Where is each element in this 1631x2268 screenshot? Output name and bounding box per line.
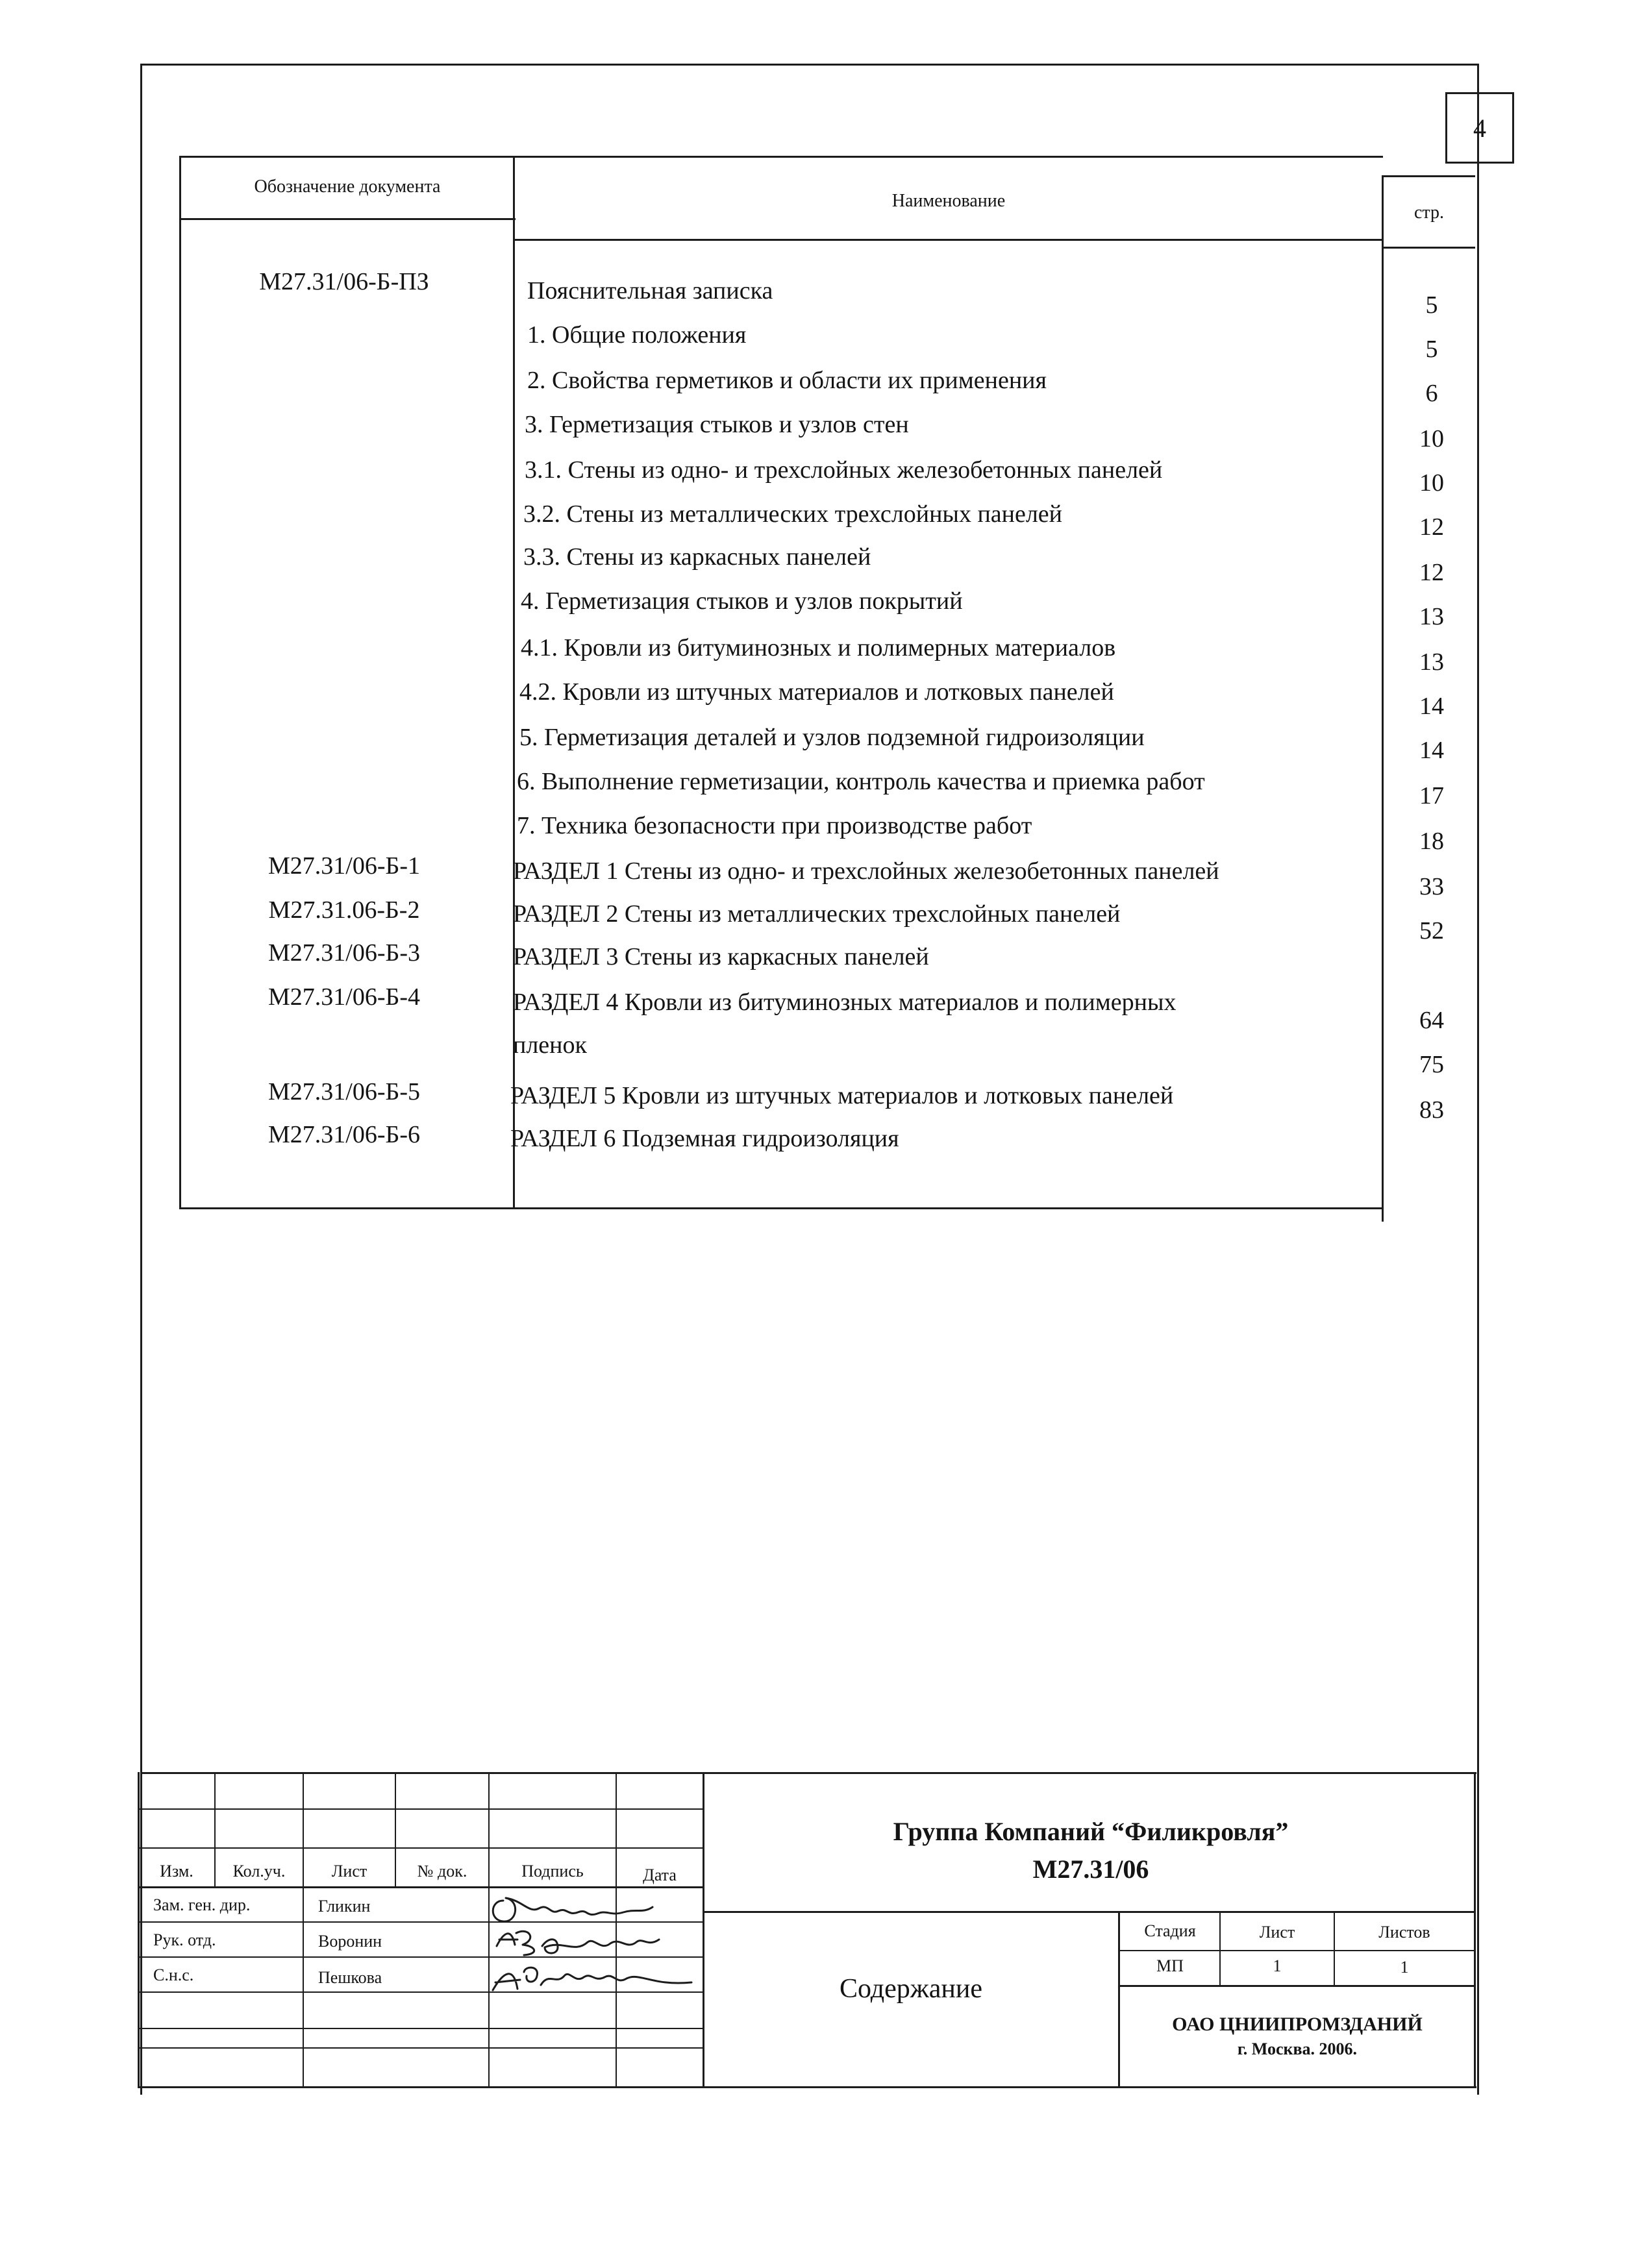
section-title: 4. Герметизация стыков и узлов покрытий	[521, 587, 963, 615]
page-ref: 64	[1419, 1007, 1444, 1034]
section-title: 3. Герметизация стыков и узлов стен	[525, 411, 909, 438]
section-title: РАЗДЕЛ 6 Подземная гидроизоляция	[510, 1125, 899, 1152]
document-title: Содержание	[839, 1974, 983, 2004]
page-ref: 12	[1419, 513, 1444, 541]
section-title: 2. Свойства герметиков и области их применения	[527, 367, 1047, 394]
section-title: 3.3. Стены из каркасных панелей	[523, 543, 871, 571]
col-header: Подпись	[521, 1862, 584, 1880]
header-designation: Обозначение документа	[254, 177, 441, 197]
sheets-value: 1	[1400, 1958, 1409, 1977]
doc-code: М27.31/06-Б-3	[268, 939, 420, 967]
page-ref: 5	[1425, 336, 1438, 363]
role-label: Рук. отд.	[153, 1930, 216, 1949]
section-title: РАЗДЕЛ 3 Стены из каркасных панелей	[513, 943, 929, 970]
section-title: РАЗДЕЛ 4 Кровли из битуминозных материалов и полимерных	[513, 989, 1177, 1016]
section-title: пленок	[513, 1031, 587, 1059]
page-number: 4	[1445, 92, 1514, 164]
page-ref: 83	[1419, 1096, 1444, 1124]
section-title: 3.1. Стены из одно- и трехслойных железобетонных панелей	[525, 456, 1163, 484]
page-ref: 14	[1419, 737, 1444, 764]
section-title: 3.2. Стены из металлических трехслойных панелей	[523, 500, 1063, 528]
col-header: Изм.	[160, 1862, 193, 1880]
section-title: 5. Герметизация деталей и узлов подземной гидроизоляции	[519, 724, 1145, 751]
person-name: Воронин	[318, 1932, 382, 1951]
city-year: г. Москва. 2006.	[1237, 2040, 1358, 2058]
doc-code: М27.31/06-Б-4	[268, 983, 420, 1011]
doc-code: М27.31.06-Б-2	[268, 896, 420, 924]
role-label: С.н.с.	[153, 1966, 194, 1984]
stage-value: МП	[1156, 1956, 1184, 1975]
page-ref: 10	[1419, 425, 1444, 452]
section-title: РАЗДЕЛ 2 Стены из металлических трехслойных панелей	[513, 900, 1121, 928]
page-ref: 18	[1419, 828, 1444, 855]
page-ref: 6	[1425, 380, 1438, 407]
page-ref: 33	[1419, 873, 1444, 900]
page-ref: 17	[1419, 782, 1444, 809]
col-header: Дата	[643, 1866, 677, 1884]
col-header: Кол.уч.	[232, 1862, 286, 1880]
col-header: № док.	[417, 1862, 467, 1880]
header-name: Наименование	[891, 191, 1006, 211]
organization: ОАО ЦНИИПРОМЗДАНИЙ	[1172, 2014, 1423, 2035]
doc-code: М27.31/06-Б-5	[268, 1078, 420, 1105]
sheet-label: Лист	[1259, 1923, 1295, 1941]
section-title: 4.2. Кровли из штучных материалов и лотковых панелей	[519, 678, 1114, 706]
company-name: Группа Компаний “Филикровля”	[893, 1817, 1289, 1846]
sheet-value: 1	[1273, 1956, 1282, 1975]
page-ref: 5	[1425, 291, 1438, 319]
document-code: М27.31/06	[1032, 1855, 1149, 1884]
section-title: 1. Общие положения	[527, 321, 747, 349]
stage-label: Стадия	[1144, 1921, 1196, 1940]
role-label: Зам. ген. дир.	[153, 1895, 251, 1914]
signatures-image	[477, 1875, 711, 2004]
page-ref: 52	[1419, 917, 1444, 944]
section-title: РАЗДЕЛ 1 Стены из одно- и трехслойных железобетонных панелей	[513, 857, 1219, 885]
doc-code: М27.31/06-Б-6	[268, 1121, 420, 1148]
doc-code: М27.31/06-Б-ПЗ	[259, 268, 429, 295]
section-title: 4.1. Кровли из битуминозных и полимерных материалов	[521, 634, 1116, 661]
section-title: РАЗДЕЛ 5 Кровли из штучных материалов и лотковых панелей	[510, 1082, 1174, 1109]
page-ref: 14	[1419, 693, 1444, 720]
section-title: 6. Выполнение герметизации, контроль качества и приемка работ	[517, 768, 1205, 795]
page-ref: 12	[1419, 559, 1444, 586]
page-ref: 13	[1419, 648, 1444, 676]
sheets-label: Листов	[1378, 1923, 1430, 1941]
doc-code: М27.31/06-Б-1	[268, 852, 420, 880]
section-title: Пояснительная записка	[527, 277, 773, 304]
section-title: 7. Техника безопасности при производстве работ	[517, 812, 1032, 839]
page-ref: 75	[1419, 1051, 1444, 1078]
col-header: Лист	[331, 1862, 367, 1880]
header-page: стр.	[1413, 203, 1444, 223]
page-ref: 10	[1419, 469, 1444, 497]
page-ref: 13	[1419, 603, 1444, 630]
person-name: Пешкова	[318, 1968, 382, 1987]
person-name: Гликин	[318, 1897, 371, 1916]
